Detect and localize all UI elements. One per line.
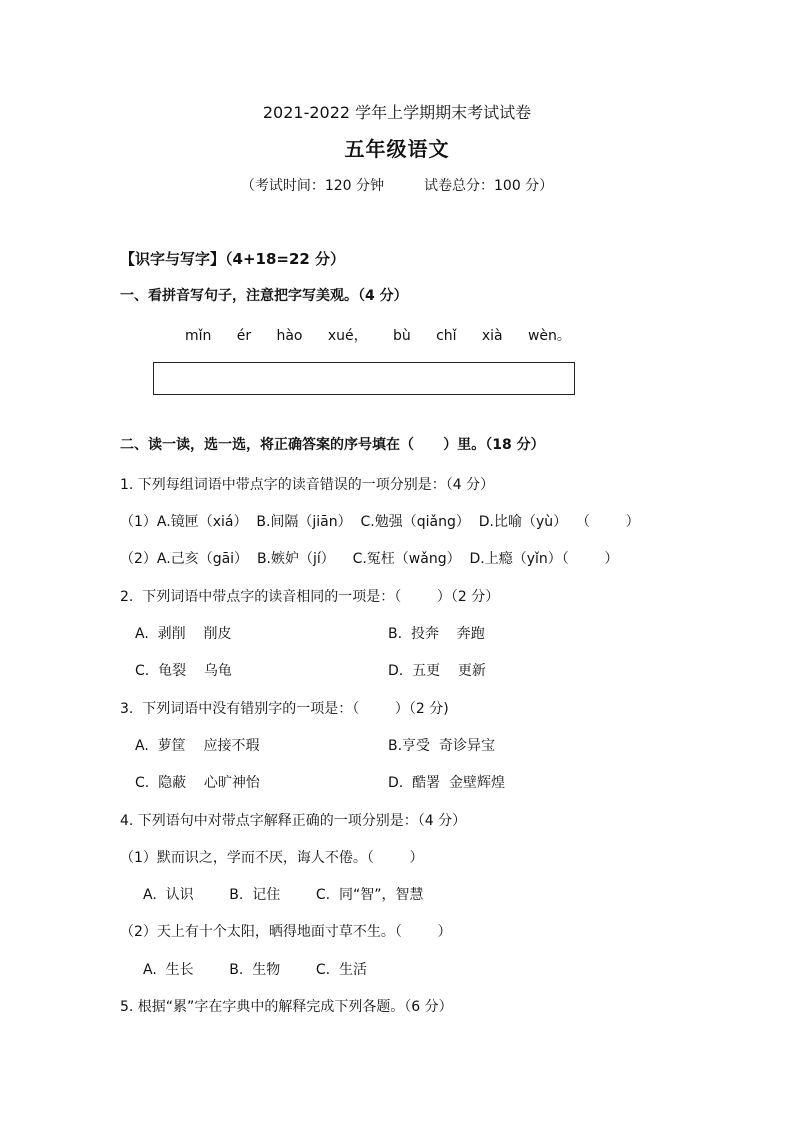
part1-title: 一、看拼音写句子，注意把字写美观。（4 分） (120, 288, 408, 304)
q2-option-b: B. 投奔 奔跑 (388, 626, 485, 642)
q4-sub1-options: A. 认识 B. 记住 C. 同“智”，智慧 (143, 887, 424, 903)
q2-option-d: D. 五更 更新 (388, 663, 486, 679)
question-1: 1. 下列每组词语中带点字的读音错误的一项分别是：（4 分） (120, 477, 495, 493)
question-5: 5. 根据“累”字在字典中的解释完成下列各题。（6 分） (120, 999, 453, 1015)
q4-sub2-options: A. 生长 B. 生物 C. 生活 (143, 962, 367, 978)
exam-title: 2021-2022 学年上学期期末考试试卷 (262, 103, 532, 122)
q3-option-c: C. 隐蔽 心旷神怡 (135, 775, 260, 791)
q3-option-d: D. 酷署 金壁辉煌 (388, 775, 506, 791)
pinyin-line: mǐn ér hào xué， bù chǐ xià wèn。 (185, 328, 571, 344)
q2-option-a: A. 剥削 削皮 (135, 626, 232, 642)
q4-sub2: （2）天上有十个太阳，晒得地面寸草不生。（ ） (120, 924, 452, 940)
total-score: 试卷总分：100 分） (424, 178, 554, 194)
q3-option-a: A. 萝筐 应接不瑕 (135, 738, 260, 754)
subject-title: 五年级语文 (344, 137, 450, 161)
q2-option-c: C. 龟裂 乌龟 (135, 663, 232, 679)
q3-option-b: B.亨受 奇诊异宝 (388, 738, 495, 754)
exam-time: （考试时间：120 分钟 (240, 178, 384, 194)
answer-writing-box[interactable] (153, 362, 575, 395)
q1-row2: （2）A.己亥（gāi） B.嫉妒（jí） C.冤枉（wǎng） D.上瘾（yǐn）（ ） (120, 551, 619, 567)
question-2: 2. 下列词语中带点字的读音相同的一项是：（ ）（2 分） (120, 589, 500, 605)
part2-title: 二、读一读，选一选，将正确答案的序号填在（ ）里。（18 分） (120, 437, 545, 453)
q1-row1: （1）A.镜匣（xiá） B.间隔（jiān） C.勉强（qiǎng） D.比喻（yù） （ ） (120, 514, 640, 530)
q4-sub1: （1）默而识之，学而不厌，诲人不倦。（ ） (120, 850, 424, 866)
exam-info (0, 175, 794, 195)
question-4: 4. 下列语句中对带点字解释正确的一项分别是：（4 分） (120, 813, 467, 829)
question-3: 3. 下列词语中没有错别字的一项是：（ ）（2 分) (120, 701, 449, 717)
section-heading: 【识字与写字】（4+18=22 分） (120, 250, 346, 268)
